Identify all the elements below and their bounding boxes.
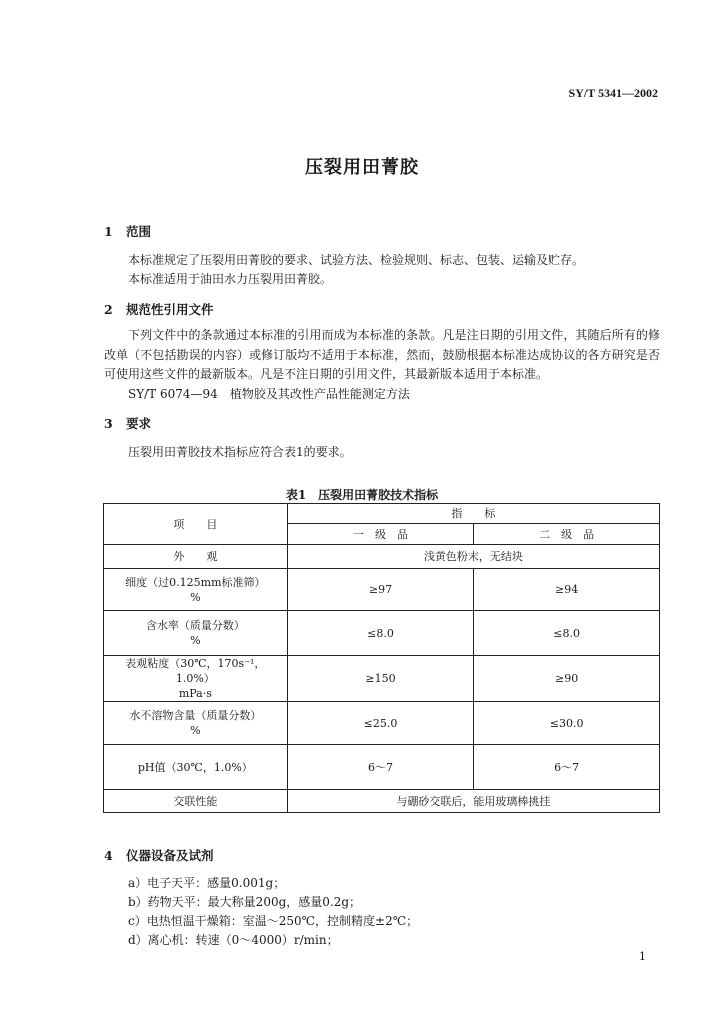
row-unit: % — [190, 634, 201, 647]
table-row — [104, 545, 660, 569]
section-title: 仪器设备及试剂 — [126, 848, 214, 863]
row-label: 水不溶物含量（质量分数） — [129, 709, 262, 722]
grade-1-value: 6～7 — [287, 745, 474, 790]
table-row — [104, 569, 660, 611]
row-unit: mPa·s — [178, 687, 212, 700]
grade-2-value: ≤30.0 — [474, 702, 660, 745]
grade-2-value: ≤8.0 — [474, 611, 660, 656]
section-number: 4 — [104, 848, 113, 863]
grade-1-value: ≥97 — [287, 569, 474, 611]
section-3-paragraph: 压裂用田菁胶技术指标应符合表1的要求。 — [128, 445, 352, 459]
section-title: 要求 — [126, 416, 152, 431]
section-1-paragraph: 本标准适用于油田水力压裂用田菁胶。 — [128, 272, 333, 286]
section-1-heading — [104, 222, 151, 240]
section-number: 3 — [104, 416, 113, 431]
table-row — [104, 656, 660, 702]
table-header-row — [104, 504, 660, 524]
row-merged-value: 与硼砂交联后，能用玻璃棒挑挂 — [287, 790, 659, 813]
item-header: 项 目 — [104, 504, 288, 545]
standard-code: SY/T 5341—2002 — [568, 86, 658, 100]
section-2-paragraph: 下列文件中的条款通过本标准的引用而成为本标准的条款。凡是注日期的引用文件，其随后所有的修改单（不包括勘误的内容）或修订版均不适用于本标准，然而，鼓励根据本标准达成协议的各方研究是否可使用这些文件的最新版本。凡是不注日期的引用文件，其最新版本适用于本标准。 — [104, 328, 660, 381]
section-title: 规范性引用文件 — [126, 302, 214, 317]
grade-2-value: 6～7 — [474, 745, 660, 790]
list-item: a）电子天平：感量0.001g； — [128, 876, 286, 890]
table-row — [104, 611, 660, 656]
spec-table — [103, 503, 660, 813]
row-name — [104, 702, 288, 745]
table-row — [104, 745, 660, 790]
section-3-heading — [104, 414, 151, 432]
section-title: 范围 — [126, 224, 152, 239]
grade-1-value: ≥150 — [287, 656, 474, 702]
list-item: c）电热恒温干燥箱：室温～250℃，控制精度±2℃； — [128, 914, 419, 928]
list-item: b）药物天平：最大称量200g，感量0.2g； — [128, 895, 362, 909]
section-1-paragraph: 本标准规定了压裂用田菁胶的要求、试验方法、检验规则、标志、包装、运输及贮存。 — [128, 253, 585, 267]
table-caption: 表1 压裂用田菁胶技术指标 — [285, 488, 439, 502]
table-row — [104, 790, 660, 813]
row-name — [104, 611, 288, 656]
row-label: 表观粘度（30℃，170s⁻¹，1.0%） — [125, 657, 266, 685]
row-label: 细度（过0.125mm标准筛） — [125, 575, 266, 589]
section-number: 2 — [104, 302, 113, 317]
grade-1-value: ≤25.0 — [287, 702, 474, 745]
row-name: 交联性能 — [104, 790, 288, 813]
row-name — [104, 656, 288, 702]
indicator-header: 指 标 — [287, 504, 659, 524]
normative-reference: SY/T 6074—94 植物胶及其改性产品性能测定方法 — [128, 387, 410, 401]
row-label: 含水率（质量分数） — [145, 619, 245, 632]
row-name: 外 观 — [104, 545, 288, 569]
grade-2-value: ≥90 — [474, 656, 660, 702]
page-number: 1 — [639, 950, 646, 963]
grade-1-value: ≤8.0 — [287, 611, 474, 656]
grade-2-value: ≥94 — [474, 569, 660, 611]
document-title: 压裂用田菁胶 — [305, 157, 419, 178]
row-name: pH值（30℃，1.0%） — [104, 745, 288, 790]
section-4-heading — [104, 846, 214, 864]
grade-2-header: 二 级 品 — [474, 524, 660, 545]
row-unit: % — [190, 724, 201, 737]
grade-1-header: 一 级 品 — [287, 524, 474, 545]
table-row — [104, 702, 660, 745]
section-number: 1 — [104, 224, 113, 239]
row-name — [104, 569, 288, 611]
section-2-heading — [104, 300, 214, 318]
row-unit: % — [190, 590, 201, 604]
row-merged-value: 浅黄色粉末，无结块 — [287, 545, 659, 569]
list-item: d）离心机：转速（0～4000）r/min； — [128, 933, 339, 947]
